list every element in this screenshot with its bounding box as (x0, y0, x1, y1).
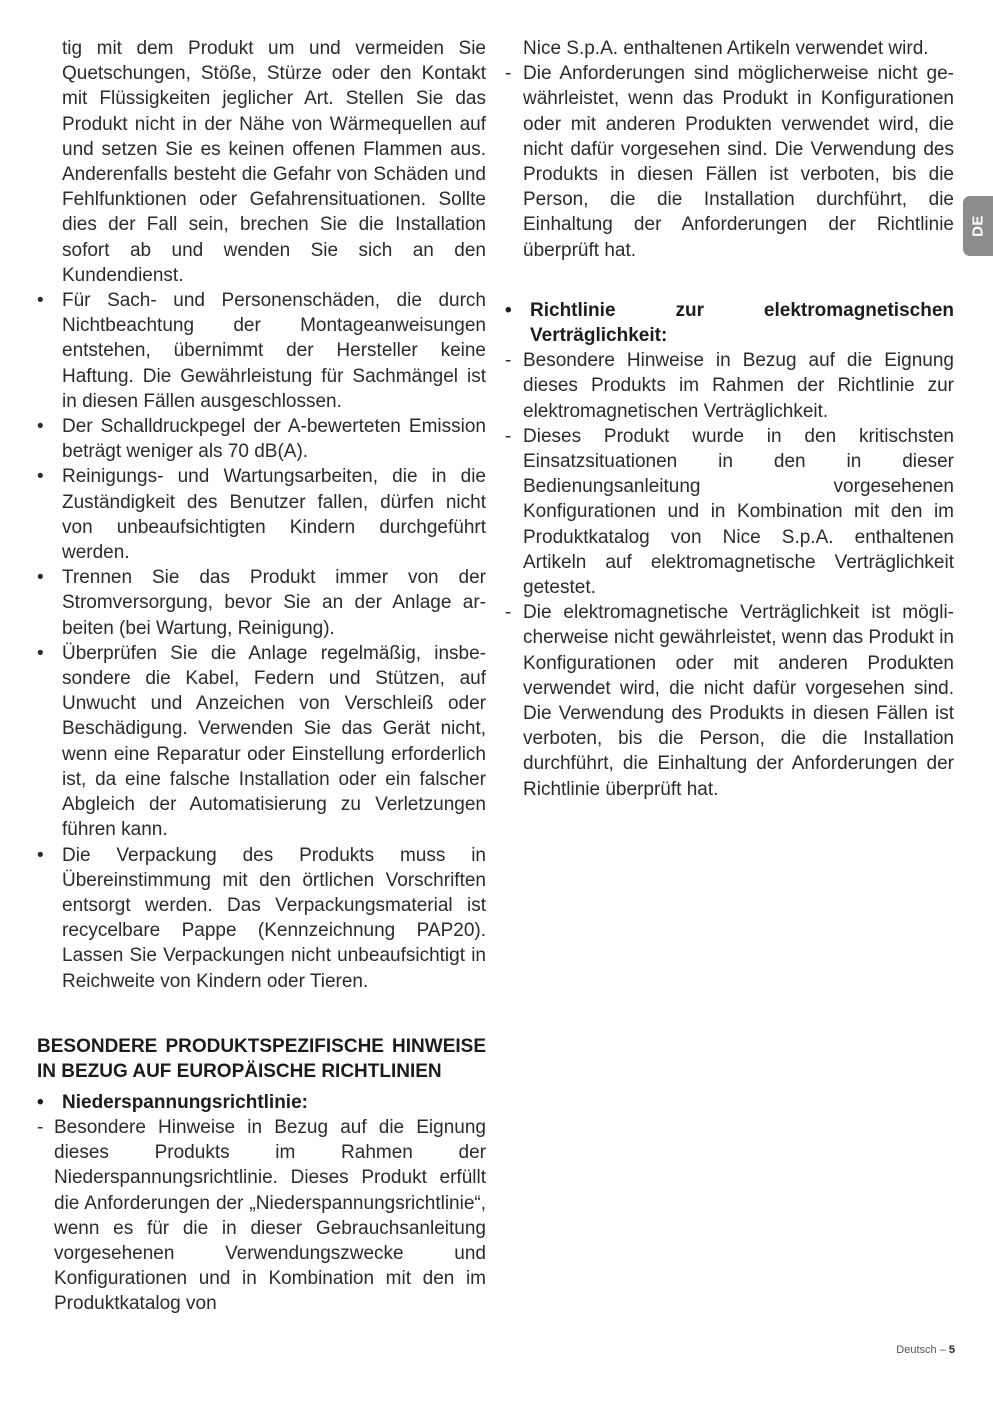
bullet-marker: • (37, 1091, 44, 1113)
bullet-marker: • (37, 642, 44, 664)
subsection-heading-text: Richtlinie zur elektromagnetischen Verträglichkeit: (530, 299, 954, 347)
dash-marker: - (505, 425, 512, 447)
bullet-marker: • (37, 290, 44, 312)
continuation-paragraph: tig mit dem Produkt um und vermeiden Sie Quetschungen, Stöße, Stürze oder den Kontakt mit Flüssigkeiten jeglicher Art. Stellen Sie das Produkt nicht in der Nähe von Wärmequellen auf und setzen Sie es keinen offenen Flammen aus. Anderenfalls besteht die Gefahr von Schäden und Fehlfunktionen oder Gefahrensituationen. Sollte dies der Fall sein, brechen Sie die Installation sofort ab und wenden Sie sich an den Kundendienst. (62, 38, 486, 286)
bullet-text: Überprüfen Sie die Anlage regelmäßig, insbesondere die Kabel, Federn und Stützen, auf Unwucht und Anzeichen von Verschleiß oder Beschädigung. Verwenden Sie das Gerät nicht, wenn eine Reparatur oder Einstellung erforderlich ist, da eine falsche Installation oder ein falscher Abgleich der Automatisierung zu Verletzungen führen kann. (62, 642, 486, 841)
bullet-marker: • (37, 466, 44, 488)
language-tab[interactable] (963, 196, 993, 256)
section-heading: BESONDERE PRODUKTSPEZIFISCHE HINWEISE IN BEZUG AUF EUROPÄISCHE RICHTLINIEN (37, 1035, 486, 1082)
subsection-heading-text: Niederspannungsrichtlinie: (62, 1091, 308, 1113)
bullet-item (37, 288, 486, 414)
bullet-text: Reinigungs- und Wartungsarbeiten, die in die Zuständigkeit des Benutzer fallen, dürfen nicht von unbeaufsichtigten Kindern durchgeführt werden. (62, 466, 486, 564)
dash-item (37, 1115, 486, 1317)
language-tab-label: DE (969, 215, 987, 237)
dash-marker: - (505, 602, 512, 624)
subsection-heading (505, 298, 954, 348)
footer-language: Deutsch – (896, 1344, 946, 1356)
dash-text: Die elektromagnetische Verträglichkeit ist möglicherweise nicht gewährleistet, wenn das Produkt in Konfigurationen oder mit anderen Produkten verwendet wird, die nicht dafür vorgesehen sind. Die Verwendung des Produkts in diesen Fällen ist verboten, bis die Person, die die Installation durchführt, die Einhaltung der Anforderungen der Richtlinie überprüft hat. (523, 602, 954, 800)
bullet-text: Der Schalldruckpegel der A-bewerteten Emission beträgt weniger als 70 dB(A). (62, 416, 486, 463)
dash-item (505, 424, 954, 600)
bullet-marker: • (37, 416, 44, 438)
bullet-marker: • (37, 567, 44, 589)
bullet-item (37, 843, 486, 994)
bullet-marker: • (37, 844, 44, 866)
dash-text: Die Anforderungen sind möglicherweise nicht gewährleistet, wenn das Produkt in Konfigurationen oder mit anderen Produkten verwendet wird, die nicht dafür vorgesehen sind. Die Verwendung des Produkts in diesen Fällen ist verboten, bis die Person, die die Installation durchführt, die Einhaltung der Anforderungen der Richtlinie überprüft hat. (523, 63, 954, 261)
page-footer (896, 1343, 955, 1357)
dash-marker: - (37, 1116, 44, 1138)
dash-text: Dieses Produkt wurde in den kritischsten Einsatzsituationen in den in dieser Bedienungsanleitung vorgesehenen Konfigurationen und in Kombination mit den im Produktkatalog von Nice S.p.A. enthaltenen Artikeln auf elektromagnetische Verträglichkeit getestet. (523, 425, 954, 599)
bullet-item (37, 641, 486, 843)
bullet-item (37, 464, 486, 565)
bullet-marker: • (505, 299, 512, 321)
continuation-paragraph: Nice S.p.A. enthaltenen Artikeln verwendet wird. (523, 38, 929, 59)
right-column (505, 36, 954, 802)
left-column (37, 36, 486, 1317)
page-number: 5 (948, 1344, 955, 1356)
bullet-item (37, 414, 486, 464)
subsection-heading (37, 1090, 486, 1115)
dash-marker: - (505, 350, 512, 372)
dash-marker: - (505, 63, 512, 85)
dash-item (505, 348, 954, 424)
dash-item (505, 600, 954, 802)
dash-text: Besondere Hinweise in Bezug auf die Eignung dieses Produkts im Rahmen der Niederspannungsrichtlinie. Dieses Produkt erfüllt die Anforderungen der „Niederspannungsrichtlinie“, wenn es für die in dieser Gebrauchsanleitung vorgesehenen Verwendungszwecke und Konfigurationen und in Kombination mit den im Produktkatalog von (54, 1116, 486, 1315)
dash-text: Besondere Hinweise in Bezug auf die Eignung dieses Produkts im Rahmen der Richtlinie zur elektromagnetischen Verträglichkeit. (523, 350, 954, 422)
bullet-item (37, 565, 486, 641)
bullet-text: Trennen Sie das Produkt immer von der Stromversorgung, bevor Sie an der Anlage arbeiten (bei Wartung, Reinigung). (62, 567, 486, 639)
bullet-text: Für Sach- und Personenschäden, die durch Nichtbeachtung der Montageanweisungen entstehen, übernimmt der Hersteller keine Haftung. Die Gewährleistung für Sachmängel ist in diesen Fällen ausgeschlossen. (62, 290, 486, 412)
dash-item (505, 61, 954, 263)
bullet-text: Die Verpackung des Produkts muss in Übereinstimmung mit den örtlichen Vorschriften entsorgt werden. Das Verpackungsmaterial ist recycelbare Pappe (Kennzeichnung PAP20). Lassen Sie Verpackungen nicht unbeaufsichtigt in Reichweite von Kindern oder Tieren. (62, 844, 486, 992)
